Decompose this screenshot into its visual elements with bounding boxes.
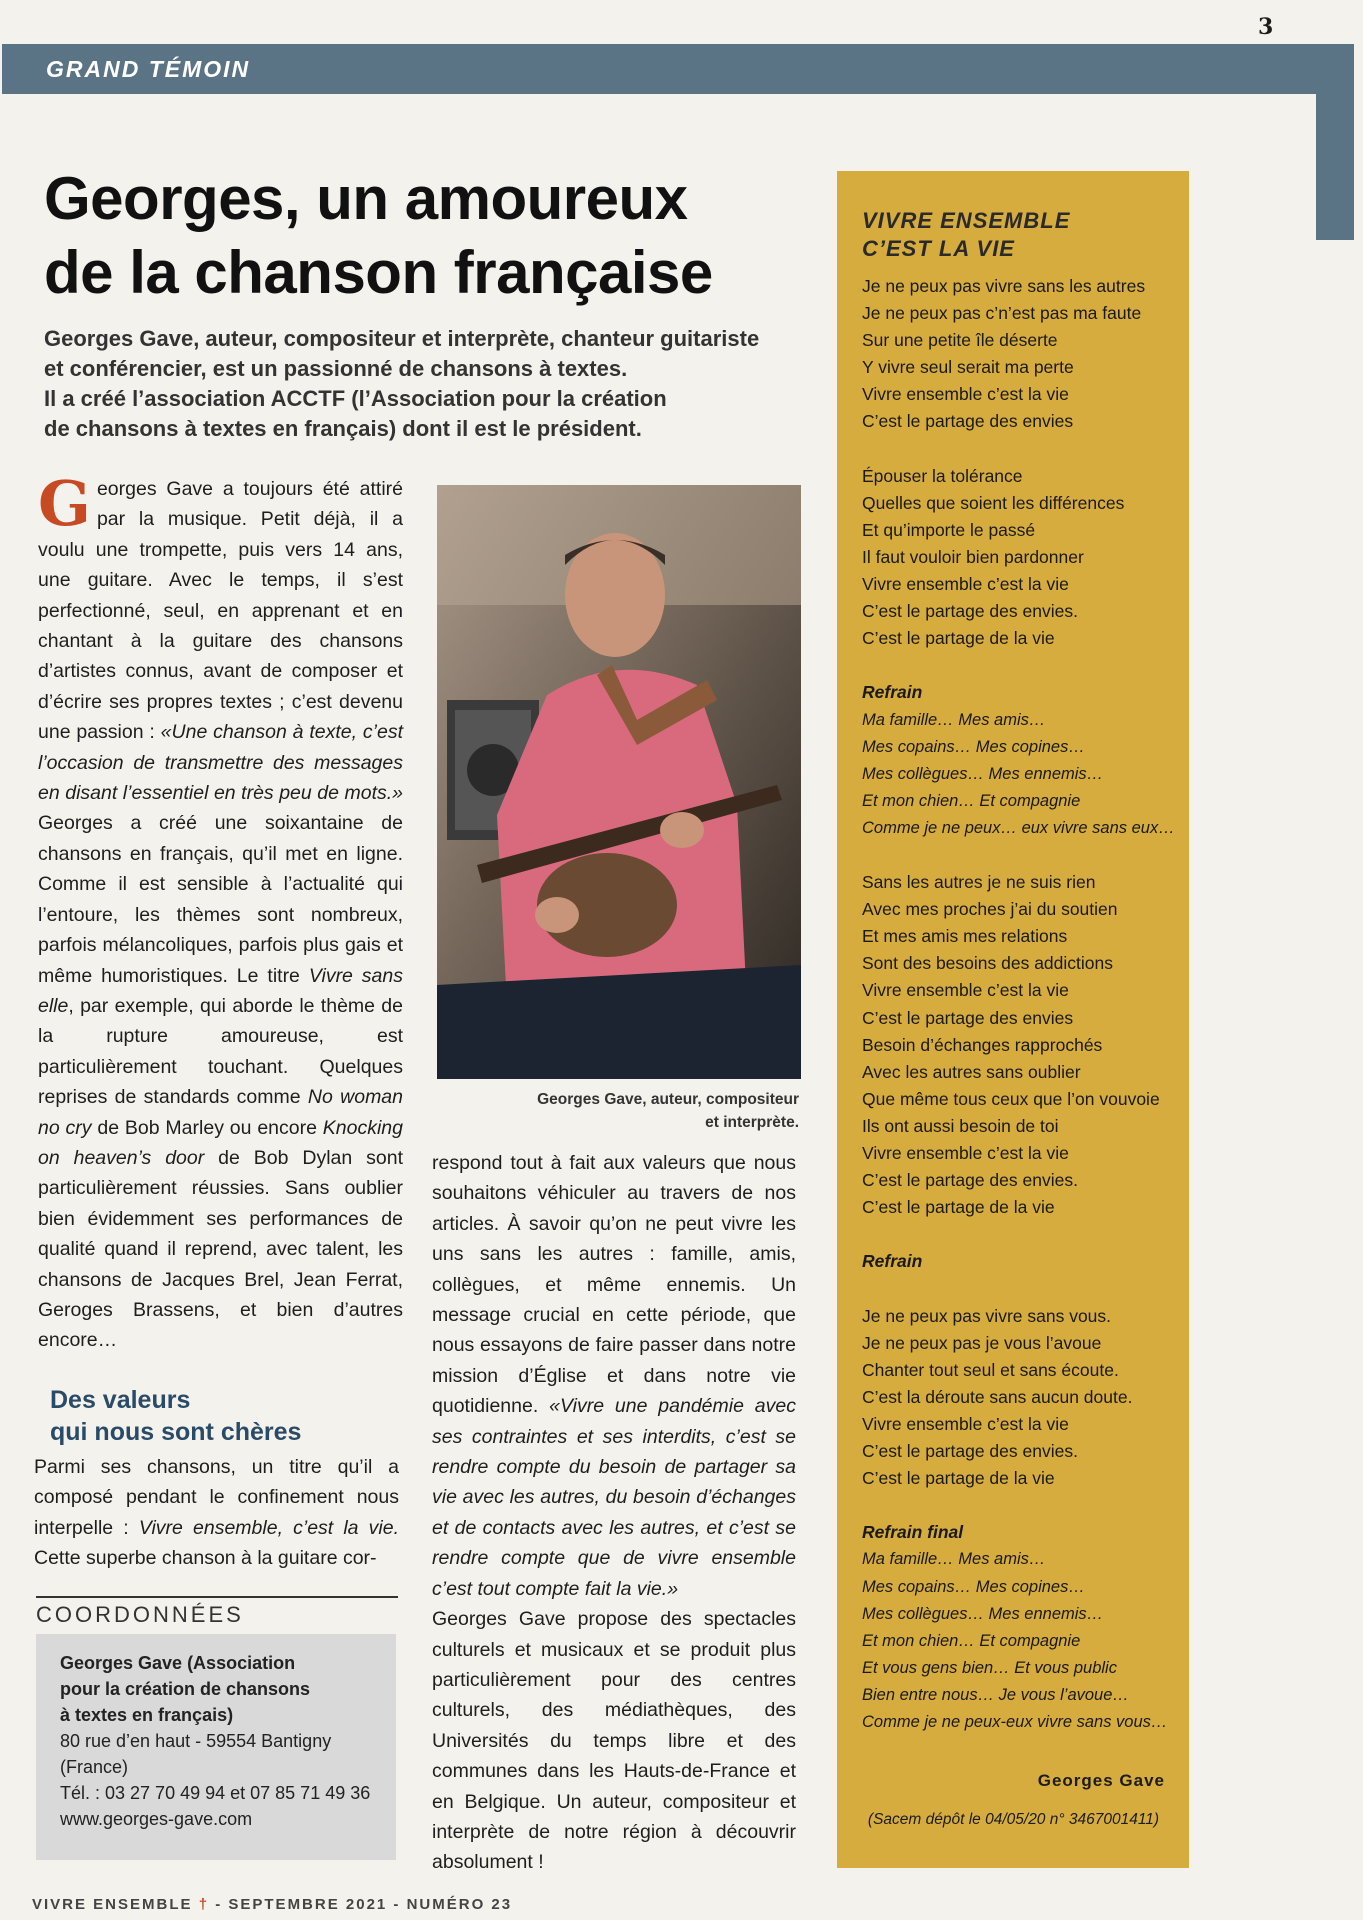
lyric-line: Y vivre seul serait ma perte — [862, 357, 1074, 378]
stanza-gap — [862, 1221, 1182, 1248]
subheading — [50, 1384, 301, 1448]
lyric-line: Vivre ensemble c’est la vie — [862, 384, 1069, 405]
refrain-line: Ma famille… Mes amis… — [862, 710, 1046, 729]
lyric-line: C’est le partage de la vie — [862, 1468, 1055, 1489]
coordonnees-title: COORDONNÉES — [36, 1602, 244, 1627]
song-sacem-note: (Sacem dépôt le 04/05/20 n° 3467001411) — [867, 1811, 1160, 1828]
article-text: respond tout à fait aux valeurs que nous souhaitons véhiculer au travers de nos articles. À savoir qu’on ne peut vivre les uns sans les autres : famille, amis, collègues, et même ennemis. Un message crucial en cette période, que nous essayons de faire passer dans notre mission d’Église et dans notre vie quotidienne. — [432, 1152, 796, 1418]
lyric-line: Je ne peux pas vivre sans les autres — [862, 276, 1146, 296]
refrain-line: Mes copains… Mes copines… — [862, 737, 1085, 756]
refrain-line: Et mon chien… Et compagnie — [862, 1631, 1081, 1650]
lyric-line: Avec les autres sans oublier — [862, 1061, 1081, 1082]
lyric-line: Chanter tout seul et sans écoute. — [862, 1359, 1119, 1380]
lead-line: de chansons à textes en français) dont il est le président. — [44, 416, 642, 441]
refrain-line: Et mon chien… Et compagnie — [862, 791, 1081, 810]
article-column-2 — [432, 1148, 796, 1878]
lyric-line: Et mes amis mes relations — [862, 926, 1068, 947]
lyric-line: Il faut vouloir bien pardonner — [862, 546, 1084, 567]
lyric-line: Vivre ensemble c’est la vie — [862, 1143, 1069, 1163]
coord-address-line: (France) — [60, 1757, 129, 1777]
stanza-gap — [862, 842, 1182, 869]
lyric-line: C’est le partage des envies — [862, 1007, 1074, 1028]
section-banner-edge-inner — [1300, 94, 1316, 240]
refrain-line: Comme je ne peux-eux vivre sans vous… — [862, 1712, 1168, 1731]
lyric-line: Sans les autres je ne suis rien — [862, 872, 1096, 893]
footer-issue: - SEPTEMBRE 2021 - NUMÉRO 23 — [215, 1896, 513, 1913]
section-banner-edge — [1316, 44, 1354, 240]
photo-caption — [437, 1088, 799, 1134]
song-title-ref: Vivre ensemble, c’est la vie. — [138, 1516, 399, 1539]
refrain-label: Refrain final — [862, 1522, 964, 1543]
headline — [44, 162, 784, 310]
section-label: GRAND TÉMOIN — [46, 56, 251, 82]
coord-address-line: 80 rue d’en haut - 59554 Bantigny — [60, 1731, 332, 1751]
article-quote: «Une chanson à texte, c’est l’occasion de transmettre des messages en disant l’essentiel en très peu de mots.» — [38, 721, 403, 805]
refrain-line: Et vous gens bien… Et vous public — [862, 1658, 1117, 1677]
lead-line: et conférencier, est un passionné de chansons à textes. — [44, 356, 628, 381]
caption-line: Georges Gave, auteur, compositeur — [537, 1091, 799, 1108]
lyric-line: Que même tous ceux que l’on vouvoie — [862, 1088, 1160, 1109]
lyric-line: Et qu’importe le passé — [862, 519, 1036, 540]
lyric-line: C’est le partage des envies — [862, 411, 1074, 432]
song-title-line: VIVRE ENSEMBLE — [862, 208, 1071, 233]
song-author: Georges Gave — [1037, 1771, 1165, 1790]
refrain-line: Ma famille… Mes amis… — [862, 1550, 1046, 1569]
refrain-line: Mes copains… Mes copines… — [862, 1577, 1085, 1596]
stanza-gap — [862, 1492, 1182, 1519]
lyric-line: Ils ont aussi besoin de toi — [862, 1115, 1059, 1136]
refrain-line: Mes collègues… Mes ennemis… — [862, 1604, 1104, 1623]
article-text: de Bob Dylan sont particulièrement réussies. Sans oublier bien évidemment ses performances de qualité quand il reprend, avec talent, les chansons de Jacques Brel, Jean Ferrat, Geroges Brassens, et bien d’autres encore… — [38, 1146, 403, 1352]
photo-singer-guitar — [437, 485, 801, 1079]
coord-org-line: à textes en français) — [60, 1705, 234, 1725]
lyric-line: Besoin d’échanges rapprochés — [862, 1034, 1103, 1055]
article-text: eorges Gave a toujours été attiré par la musique. Petit déjà, il a voulu une trompette, puis vers 14 ans, une guitare. Avec le temps, il s’est perfectionné, seul, en apprenant et en chantant à la guitare des chansons d’artistes connus, avant de composer et d’écrire ses propres textes ; c’est devenu une passion : — [38, 478, 403, 744]
coordonnees-content — [60, 1650, 390, 1832]
lyric-line: Vivre ensemble c’est la vie — [862, 1413, 1069, 1434]
lyric-line: Avec mes proches j’ai du soutien — [862, 899, 1118, 920]
lead-paragraph — [44, 324, 804, 444]
page-number: 3 — [1258, 14, 1274, 40]
article-text: de Bob Marley ou encore — [91, 1116, 323, 1139]
page-footer — [32, 1896, 512, 1913]
coord-phone: Tél. : 03 27 70 49 94 et 07 85 71 49 36 — [60, 1783, 371, 1803]
lyric-line: Sont des besoins des addictions — [862, 953, 1113, 974]
refrain-label: Refrain — [862, 682, 923, 703]
song-title-ref: Vivre sans elle — [38, 964, 404, 1017]
lyric-line: C’est le partage des envies. — [862, 1441, 1078, 1462]
stanza-gap — [862, 1275, 1182, 1302]
footer-magazine: VIVRE ENSEMBLE — [32, 1896, 193, 1913]
article-quote: «Vivre une pandémie avec ses contraintes et ses interdits, c’est se rendre compte du besoin de partager sa vie avec les autres, du besoin d’échanges et de contacts avec les autres, et c’est se rendre compte que de vivre ensemble c’est tout compte fait la vie.» — [432, 1395, 796, 1600]
lyric-line: Quelles que soient les différences — [862, 492, 1125, 513]
article-text: Cette superbe chanson à la guitare cor- — [34, 1547, 377, 1570]
footer-cross-icon: † — [198, 1896, 210, 1913]
coord-website[interactable]: www.georges-gave.com — [60, 1809, 253, 1829]
lyric-line: Sur une petite île déserte — [862, 330, 1058, 351]
stanza-gap — [862, 652, 1182, 679]
drop-cap: G — [38, 467, 91, 540]
refrain-line: Comme je ne peux… eux vivre sans eux… — [862, 818, 1175, 837]
refrain-label: Refrain — [862, 1251, 923, 1272]
song-title-ref: Knocking on heaven’s door — [38, 1116, 403, 1169]
article-text: Georges a créé une soixantaine de chansons en français, qu’il met en ligne. Comme il est sensible à l’actualité qui l’entoure, les thèmes sont nombreux, parfois mélancoliques, parfois plus gais et même humoristiques. Le titre — [38, 812, 403, 987]
song-title-ref: No woman no cry — [38, 1086, 403, 1139]
coord-org-line: Georges Gave (Association — [60, 1653, 296, 1673]
lyric-line: Je ne peux pas je vous l’avoue — [862, 1332, 1102, 1353]
subheading-line: Des valeurs — [50, 1386, 191, 1414]
article-column-1 — [38, 467, 404, 1356]
lyric-line: C’est le partage de la vie — [862, 1197, 1055, 1218]
refrain-line: Mes collègues… Mes ennemis… — [862, 764, 1104, 783]
song-box — [837, 171, 1189, 1868]
article-column-1-lower — [34, 1452, 399, 1574]
coord-org-line: pour la création de chansons — [60, 1679, 311, 1699]
caption-line: et interprète. — [705, 1114, 799, 1131]
coordonnees-box — [36, 1634, 396, 1860]
subheading-line: qui nous sont chères — [50, 1418, 302, 1446]
refrain-line: Bien entre nous… Je vous l’avoue… — [862, 1685, 1129, 1704]
article-text: , par exemple, qui aborde le thème de la rupture amoureuse, est particulièrement touchant. Quelques reprises de standards comme — [38, 994, 403, 1109]
lead-line: Georges Gave, auteur, compositeur et interprète, chanteur guitariste — [44, 326, 760, 351]
lyric-line: Je ne peux pas c’n’est pas ma faute — [862, 303, 1142, 324]
song-lyrics — [862, 273, 1182, 1736]
lyric-line: Je ne peux pas vivre sans vous. — [862, 1305, 1112, 1326]
song-title-line: C’EST LA VIE — [862, 236, 1015, 261]
lyric-line: Épouser la tolérance — [862, 465, 1023, 486]
lyric-line: C’est la déroute sans aucun doute. — [862, 1386, 1133, 1407]
lyric-line: C’est le partage des envies. — [862, 1170, 1078, 1191]
headline-line-1: Georges, un amoureux — [44, 165, 688, 232]
article-text: Georges Gave propose des spectacles culturels et musicaux et se produit plus particulièrement pour des centres culturels, des médiathèques, des Universités du temps libre et des communes dans les Hauts-de-France et en Belgique. Un auteur, compositeur et interprète de notre région à découvrir absolument ! — [432, 1608, 796, 1874]
coordonnees-rule — [36, 1596, 398, 1598]
lead-line: Il a créé l’association ACCTF (l’Association pour la création — [44, 386, 667, 411]
article-photo — [437, 485, 801, 1079]
lyric-line: Vivre ensemble c’est la vie — [862, 980, 1069, 1001]
article-text: Parmi ses chansons, un titre qu’il a composé pendant le confinement nous interpelle : — [34, 1456, 399, 1539]
lyric-line: C’est le partage de la vie — [862, 628, 1055, 649]
stanza-gap — [862, 436, 1182, 463]
lyric-line: C’est le partage des envies. — [862, 601, 1078, 622]
headline-line-2: de la chanson française — [44, 239, 713, 306]
lyric-line: Vivre ensemble c’est la vie — [862, 574, 1069, 595]
song-title — [862, 207, 1070, 263]
